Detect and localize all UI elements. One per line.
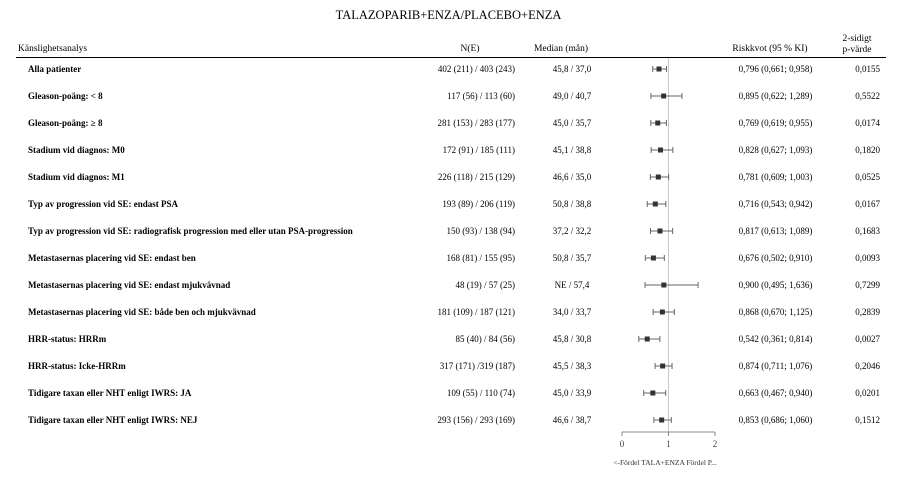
- point-estimate: [650, 391, 655, 396]
- row-risk-ratio: 0,796 (0,661; 0,958): [738, 64, 813, 74]
- row-n: 85 (40) / 84 (56): [455, 334, 515, 344]
- point-estimate: [657, 67, 662, 72]
- row-median: 50,8 / 38,8: [552, 199, 592, 209]
- row-n: 117 (56) / 113 (60): [447, 91, 515, 101]
- point-estimate: [658, 148, 663, 153]
- row-p-value: 0,0167: [855, 199, 880, 209]
- row-risk-ratio: 0,828 (0,627; 1,093): [738, 145, 813, 155]
- row-n: 172 (91) / 185 (111): [442, 145, 515, 155]
- row-n: 181 (109) / 187 (121): [437, 307, 515, 317]
- point-estimate: [655, 121, 660, 126]
- row-median: 45,8 / 37,0: [552, 64, 592, 74]
- row-p-value: 0,5522: [855, 91, 880, 101]
- row-n: 226 (118) / 215 (129): [437, 172, 515, 182]
- row-n: 48 (19) / 57 (25): [455, 280, 515, 290]
- row-risk-ratio: 0,716 (0,543; 0,942): [738, 199, 813, 209]
- row-p-value: 0,2839: [855, 307, 880, 317]
- row-label: Metastasernas placering vid SE: både ben och mjukvävnad: [28, 307, 256, 317]
- header-p-line2: p-värde: [842, 45, 872, 55]
- point-estimate: [656, 175, 661, 180]
- point-estimate: [651, 256, 656, 261]
- row-p-value: 0,0027: [855, 334, 880, 344]
- row-label: Metastasernas placering vid SE: endast mjukvävnad: [28, 280, 231, 290]
- point-estimate: [657, 229, 662, 234]
- header-risk-ratio: Riskkvot (95 % KI): [732, 44, 808, 54]
- row-label: Alla patienter: [28, 64, 82, 74]
- row-label: Tidigare taxan eller NHT enligt IWRS: JA: [28, 388, 192, 398]
- row-label: Tidigare taxan eller NHT enligt IWRS: NEJ: [28, 415, 198, 425]
- x-tick-label: 2: [712, 439, 718, 449]
- row-risk-ratio: 0,781 (0,609; 1,003): [738, 172, 813, 182]
- row-n: 193 (89) / 206 (119): [442, 199, 515, 209]
- row-p-value: 0,0093: [855, 253, 880, 263]
- row-n: 109 (55) / 110 (74): [446, 388, 515, 398]
- row-median: 46,6 / 38,7: [552, 415, 592, 425]
- row-median: 45,1 / 38,8: [552, 145, 592, 155]
- x-tick-label: 0: [619, 439, 625, 449]
- row-n: 281 (153) / 283 (177): [437, 118, 515, 128]
- row-median: 45,8 / 30,8: [552, 334, 592, 344]
- row-label: Metastasernas placering vid SE: endast ben: [28, 253, 196, 263]
- point-estimate: [645, 337, 650, 342]
- row-risk-ratio: 0,874 (0,711; 1,076): [738, 361, 813, 371]
- row-p-value: 0,2046: [855, 361, 880, 371]
- header-n: N(E): [460, 44, 480, 54]
- row-median: 49,0 / 40,7: [552, 91, 592, 101]
- row-median: 50,8 / 35,7: [552, 253, 592, 263]
- row-median: 45,5 / 38,3: [552, 361, 592, 371]
- row-p-value: 0,1512: [855, 415, 880, 425]
- header-p-line1: 2-sidigt: [842, 34, 872, 44]
- row-median: 37,2 / 32,2: [552, 226, 592, 236]
- row-p-value: 0,0155: [855, 64, 880, 74]
- row-median: 34,0 / 33,7: [552, 307, 592, 317]
- row-median: NE / 57,4: [554, 280, 590, 290]
- point-estimate: [653, 202, 658, 207]
- chart-title: TALAZOPARIB+ENZA/PLACEBO+ENZA: [335, 8, 562, 22]
- axis-footnote: <-Fördel TALA+ENZA Fördel P...: [613, 458, 717, 467]
- row-risk-ratio: 0,542 (0,361; 0,814): [738, 334, 813, 344]
- row-p-value: 0,0525: [855, 172, 880, 182]
- row-median: 45,0 / 33,9: [552, 388, 592, 398]
- header-analysis: Känslighetsanalys: [18, 44, 88, 54]
- row-risk-ratio: 0,853 (0,686; 1,060): [738, 415, 813, 425]
- row-label: Stadium vid diagnos: M1: [28, 172, 125, 182]
- point-estimate: [659, 418, 664, 423]
- row-n: 402 (211) / 403 (243): [437, 64, 515, 74]
- row-risk-ratio: 0,817 (0,613; 1,089): [738, 226, 813, 236]
- point-estimate: [660, 310, 665, 315]
- row-p-value: 0,0201: [855, 388, 880, 398]
- row-p-value: 0,1683: [855, 226, 880, 236]
- row-risk-ratio: 0,900 (0,495; 1,636): [738, 280, 813, 290]
- row-risk-ratio: 0,663 (0,467; 0,940): [738, 388, 813, 398]
- row-label: Gleason-poäng: < 8: [28, 91, 103, 101]
- row-risk-ratio: 0,895 (0,622; 1,289): [738, 91, 813, 101]
- row-risk-ratio: 0,676 (0,502; 0,910): [738, 253, 813, 263]
- row-label: Gleason-poäng: ≥ 8: [28, 118, 103, 128]
- header-median: Median (mån): [533, 44, 589, 54]
- row-median: 46,6 / 35,0: [552, 172, 592, 182]
- row-median: 45,0 / 35,7: [552, 118, 592, 128]
- point-estimate: [661, 283, 666, 288]
- x-tick-label: 1: [666, 439, 671, 449]
- point-estimate: [660, 364, 665, 369]
- row-n: 317 (171) /319 (187): [439, 361, 515, 371]
- row-n: 293 (156) / 293 (169): [437, 415, 515, 425]
- point-estimate: [661, 94, 666, 99]
- row-label: Typ av progression vid SE: endast PSA: [28, 199, 179, 209]
- row-label: HRR-status: Icke-HRRm: [28, 361, 126, 371]
- row-n: 168 (81) / 155 (95): [446, 253, 515, 263]
- row-label: HRR-status: HRRm: [28, 334, 107, 344]
- row-n: 150 (93) / 138 (94): [446, 226, 515, 236]
- row-label: Typ av progression vid SE: radiografisk progression med eller utan PSA-progression: [28, 226, 353, 236]
- row-p-value: 0,1820: [855, 145, 880, 155]
- row-label: Stadium vid diagnos: M0: [28, 145, 125, 155]
- row-p-value: 0,7299: [855, 280, 880, 290]
- row-p-value: 0,0174: [855, 118, 880, 128]
- row-risk-ratio: 0,769 (0,619; 0,955): [738, 118, 813, 128]
- row-risk-ratio: 0,868 (0,670; 1,125): [738, 307, 813, 317]
